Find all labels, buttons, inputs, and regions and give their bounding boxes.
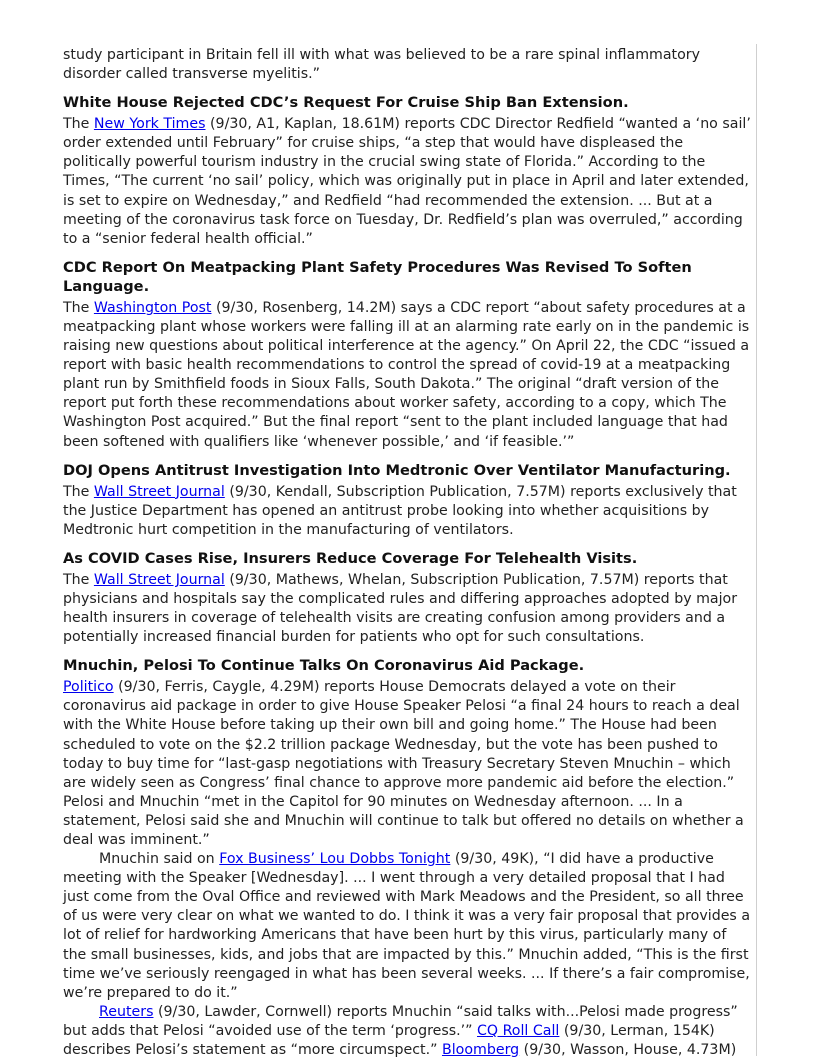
article-body-continued bbox=[63, 850, 753, 1003]
article-medtronic-antitrust bbox=[63, 461, 753, 540]
article-text: (9/30, 49K), “I did have a productive meeting with the Speaker [Wednesday]. ... I went through a very detailed proposal that I had just come from the Oval Office and reviewed with Mark Meadows and the President, so all three of us were very clear on what we wanted to do. I think it was a very fair proposal that provides a lot of relief for hardworking Americans that have been hurt by this virus, particularly many of the small businesses, kids, and jobs that are impacted by this.” Mnuchin added, “This is the first time we’ve seriously reengaged in what has been several weeks. ... If there’s a fair compromise, we’re prepared to do it.” bbox=[63, 851, 751, 1001]
article-body bbox=[63, 678, 753, 850]
article-text: (9/30, Wasson, House, 4.73M) bbox=[519, 1042, 737, 1059]
article-body: The Wall Street Journal (9/30, Mathews, Whelan, Subscription Publication, 7.57M) reports that physicians and hospitals say the complicated rules and differing approaches adopted by major health insurers in coverage of telehealth visits are creating confusion among providers and a potentially increased financial burden for patients who opt for such consultations. bbox=[63, 571, 738, 646]
article-text: (9/30, Ferris, Caygle, 4.29M) reports House Democrats delayed a vote on their coronavirus aid package in order to give House Speaker Pelosi “a final 24 hours to reach a deal with the White House before taking up their own bill and going home.” The House had been scheduled to vote on the $2.2 trillion package Wednesday, but the vote has been pushed to today to buy time for “last-gasp negotiations with Treasury Secretary Steven Mnuchin – which are widely seen as Congress’ final chance to approve more pandemic aid before the election.” Pelosi and Mnuchin “met in the Capitol for 90 minutes on Wednesday afternoon. ... In a statement, Pelosi said she and Mnuchin will continue to talk but offered no details on whether a deal was imminent.” bbox=[63, 679, 744, 848]
article-text: (9/30, Kendall, Subscription Publication, 7.57M) reports exclusively that the Justice Department has opened an antitrust probe looking into whether acquisitions by Medtronic hurt competition in the manufacturing of ventilators. bbox=[63, 483, 737, 538]
article-headline: White House Rejected CDC’s Request For Cruise Ship Ban Extension. bbox=[63, 94, 629, 112]
article-cruise-ban bbox=[63, 93, 753, 249]
article-text: (9/30, A1, Kaplan, 18.61M) reports CDC Director Redfield “wanted a ‘no sail’ order extended until February” for cruise ships, “a step that would have displeased the politically powerful tourism industry in the crucial swing state of Florida.” According to the Times, “The current ‘no sail’ policy, which was originally put in place in April and later extended, is set to expire on Wednesday,” and Redfield “had recommended the extension. ... But at a meeting of the coronavirus task force on Tuesday, Dr. Redfield’s plan was overruled,” according to a “senior federal health official.” bbox=[63, 116, 751, 247]
source-link[interactable]: Wall Street Journal bbox=[93, 483, 225, 500]
article-text: (9/30, Lerman, 154K) describes Pelosi’s statement as “more circumspect.” bbox=[63, 1022, 715, 1059]
article-headline: As COVID Cases Rise, Insurers Reduce Coverage For Telehealth Visits. bbox=[63, 549, 638, 567]
source-link-politico[interactable]: Politico bbox=[63, 679, 114, 696]
source-link-fox-business[interactable]: Fox Business’ Lou Dobbs Tonight bbox=[219, 851, 451, 868]
article-text: Mnuchin said on bbox=[99, 851, 220, 868]
article-text: (9/30, Rosenberg, 14.2M) says a CDC report “about safety procedures at a meatpacking plant whose workers were falling ill at an alarming rate early on in the pandemic is raising new questions about political interference at the agency.” On April 22, the CDC “issued a report with basic health recommendations to control the spread of covid-19 at a meatpacking plant run by Smithfield foods in Sioux Falls, South Dakota.” The original “draft version of the report put forth these recommendations about worker safety, according to a copy, which The Washington Post acquired.” But the final report “sent to the plant included language that had been softened with qualifiers like ‘whenever possible,’ and ‘if feasible.’” bbox=[63, 299, 750, 450]
right-margin-rule bbox=[756, 44, 757, 1056]
source-link[interactable]: Washington Post bbox=[93, 299, 212, 316]
source-link-cq-roll-call[interactable]: CQ Roll Call bbox=[477, 1022, 560, 1039]
article-body: The Wall Street Journal (9/30, Kendall, Subscription Publication, 7.57M) reports exclusively that the Justice Department has opened an antitrust probe looking into whether acquisitions by Medtronic hurt competition in the manufacturing of ventilators. bbox=[63, 483, 737, 538]
source-link[interactable]: Wall Street Journal bbox=[93, 571, 225, 588]
intro-paragraph: study participant in Britain fell ill with what was believed to be a rare spinal inflammatory disorder called transverse myelitis.” bbox=[63, 47, 700, 83]
newsletter-page bbox=[63, 46, 753, 1060]
article-body: The New York Times (9/30, A1, Kaplan, 18.61M) reports CDC Director Redfield “wanted a ‘no sail’ order extended until February” for cruise ships, “a step that would have displeased the politically powerful tourism industry in the crucial swing state of Florida.” According to the Times, “The current ‘no sail’ policy, which was originally put in place in April and later extended, is set to expire on Wednesday,” and Redfield “had recommended the extension. ... But at a meeting of the coronavirus task force on Tuesday, Dr. Redfield’s plan was overruled,” according to a “senior federal health official.” bbox=[63, 116, 751, 247]
article-meatpacking-report bbox=[63, 258, 753, 452]
article-headline: Mnuchin, Pelosi To Continue Talks On Coronavirus Aid Package. bbox=[63, 657, 585, 675]
source-link-bloomberg[interactable]: Bloomberg bbox=[441, 1042, 520, 1059]
source-link[interactable]: New York Times bbox=[93, 116, 206, 133]
article-body: The Washington Post (9/30, Rosenberg, 14.2M) says a CDC report “about safety procedures at a meatpacking plant whose workers were falling ill at an alarming rate early on in the pandemic is raising new questions about political interference at the agency.” On April 22, the CDC “issued a report with basic health recommendations to control the spread of covid-19 at a meatpacking plant run by Smithfield foods in Sioux Falls, South Dakota.” The original “draft version of the report put forth these recommendations about worker safety, according to a copy, which The Washington Post acquired.” But the final report “sent to the plant included language that had been softened with qualifiers like ‘whenever possible,’ and ‘if feasible.’” bbox=[63, 299, 750, 450]
article-headline: CDC Report On Meatpacking Plant Safety Procedures Was Revised To Soften Language. bbox=[63, 258, 692, 295]
source-link-reuters[interactable]: Reuters bbox=[99, 1003, 154, 1020]
article-telehealth-coverage bbox=[63, 549, 753, 647]
article-text: (9/30, Mathews, Whelan, Subscription Publication, 7.57M) reports that physicians and hospitals say the complicated rules and differing approaches adopted by major health insurers in coverage of telehealth visits are creating confusion among providers and a potentially increased financial burden for patients who opt for such consultations. bbox=[63, 571, 738, 646]
article-aid-package-talks bbox=[63, 656, 753, 1060]
article-text: (9/30, Lawder, Cornwell) reports Mnuchin “said talks with...Pelosi made progress” but adds that Pelosi “avoided use of the term ‘progress.’” bbox=[63, 1003, 738, 1039]
article-headline: DOJ Opens Antitrust Investigation Into Medtronic Over Ventilator Manufacturing. bbox=[63, 461, 731, 479]
article-body-continued bbox=[63, 1003, 753, 1060]
